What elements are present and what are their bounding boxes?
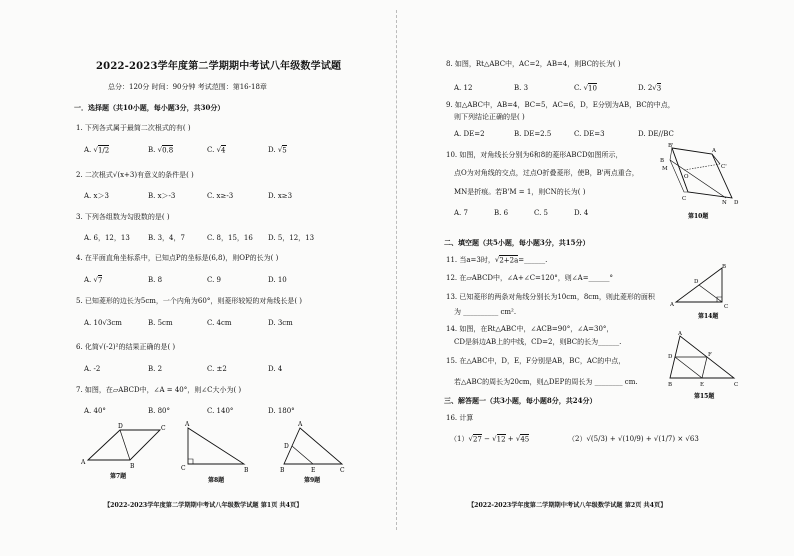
svg-text:C': C' — [721, 164, 727, 170]
section-3-heading: 三、解答题一（共3小题，每小题8分，共24分） — [444, 396, 597, 405]
q6-option-a: A. -2 — [84, 365, 101, 373]
svg-text:E: E — [700, 382, 705, 388]
svg-text:D: D — [118, 423, 123, 430]
q9-stem-2: 则下列结论正确的是( ) — [454, 113, 525, 121]
q4-stem: 4. 在平面直角坐标系中，已知点P的坐标是(6,8)，则OP的长为( ) — [76, 254, 279, 262]
q4-option-d: D. 10 — [268, 276, 287, 284]
q16-part-1: （1）√27 − √12 + √45 — [450, 435, 530, 443]
svg-text:D: D — [734, 200, 739, 206]
svg-text:B': B' — [668, 143, 674, 149]
q9-option-a: A. DE=2 — [454, 130, 485, 138]
exam-title: 2022-2023学年度第二学期期中考试八年级数学试题 — [96, 61, 342, 72]
svg-text:C: C — [181, 465, 186, 472]
q7-stem: 7. 如图，在▱ABCD中，∠A = 40°，则∠C大小为( ) — [76, 386, 242, 394]
q8-stem: 8. 如图，Rt△ABC中，AC=2，AB=4，则BC的长为( ) — [446, 60, 621, 68]
q4-option-c: C. 9 — [207, 276, 222, 284]
q5-stem: 5. 已知菱形的边长为5cm，一个内角为60°，则菱形较短的对角线长是( ) — [76, 297, 303, 305]
q16-part-2: （2）√(5/3) + √(10/9) + √(1/7) × √63 — [568, 435, 699, 443]
svg-text:第8题: 第8题 — [208, 477, 225, 484]
q2-option-d: D. x≥3 — [268, 192, 293, 200]
q8-option-d: D. 2√3 — [638, 84, 662, 92]
q7-option-b: B. 80° — [148, 407, 171, 415]
svg-text:第7题: 第7题 — [110, 473, 127, 480]
q8-option-c: C. √10 — [574, 84, 597, 92]
q5-option-a: A. 10√3cm — [84, 319, 122, 327]
q6-option-b: B. 2 — [148, 365, 163, 373]
svg-text:C: C — [340, 467, 345, 474]
q3-stem: 3. 下列各组数为勾股数的是( ) — [76, 213, 170, 221]
q4-option-b: B. 8 — [148, 276, 163, 284]
exam-meta: 总分：120分 时间：90分钟 考试范围：第16-18章 — [108, 83, 267, 91]
figure-10-rhombus — [656, 140, 744, 224]
q9-option-b: B. DE=2.5 — [514, 130, 552, 138]
q15-stem-2: 若△ABC的周长为20cm，则△DEP的周长为 ________ cm. — [454, 378, 638, 386]
q10-option-d: D. 4 — [574, 209, 589, 217]
svg-text:A: A — [678, 331, 682, 337]
svg-text:O: O — [684, 174, 689, 180]
svg-text:B: B — [722, 264, 727, 270]
q16-stem: 16. 计算 — [446, 414, 474, 422]
svg-text:A: A — [81, 459, 86, 466]
q1-option-a: A. √1/2 — [84, 146, 110, 154]
figure-9-triangle — [280, 420, 360, 486]
q13-stem-2: 为 __________ cm². — [454, 308, 517, 316]
q3-option-b: B. 3，4，7 — [148, 234, 185, 242]
svg-text:M: M — [662, 166, 668, 172]
q10-stem-2: 点O为对角线的交点，过点O折叠菱形，使B，B'两点重合， — [454, 169, 639, 177]
svg-text:A: A — [185, 421, 190, 428]
svg-text:B: B — [668, 382, 673, 388]
section-2-heading: 二、填空题（共5小题，每小题3分，共15分） — [444, 238, 590, 247]
q7-option-c: C. 140° — [207, 407, 234, 415]
svg-text:F: F — [708, 352, 712, 358]
q14-stem: 14. 如图，在Rt△ABC中，∠ACB=90°，∠A=30°， — [446, 325, 614, 333]
q3-option-c: C. 8，15，16 — [207, 234, 253, 242]
page-fold-divider — [396, 10, 398, 530]
q2-stem: 2. 二次根式√(x+3)有意义的条件是( ) — [76, 171, 194, 179]
q8-option-a: A. 12 — [454, 84, 473, 92]
svg-text:C: C — [682, 196, 687, 202]
q10-option-a: A. 7 — [454, 209, 468, 217]
q9-option-d: D. DE//BC — [638, 130, 674, 138]
q1-option-b: B. √0.8 — [148, 146, 174, 154]
svg-text:N: N — [722, 200, 727, 206]
page-1-footer: 【2022-2023学年度第二学期期中考试八年级数学试题 第1页 共4页】 — [104, 502, 303, 509]
figure-14-triangle — [670, 262, 736, 324]
page-1 — [74, 0, 392, 556]
figure-7-parallelogram — [78, 420, 168, 482]
section-1-heading: 一．选择题（共10小题，每小题3分，共30分） — [74, 103, 225, 112]
q10-stem-3: MN是折痕。若B'M = 1，则CN的长为( ) — [454, 188, 586, 196]
svg-text:第15题: 第15题 — [694, 393, 715, 400]
q7-option-a: A. 40° — [84, 407, 106, 415]
svg-text:B: B — [660, 158, 665, 164]
svg-text:B: B — [130, 463, 135, 470]
q2-option-a: A. x＞3 — [84, 192, 109, 200]
q12-stem: 12. 在▱ABCD中，∠A+∠C=120°，则∠A=______° — [446, 274, 614, 282]
q3-option-a: A. 6，12，13 — [84, 234, 130, 242]
q13-stem: 13. 已知菱形的两条对角线分别长为10cm，8cm，则此菱形的面积 — [446, 293, 655, 301]
figure-8-right-triangle — [178, 420, 258, 486]
q14-stem-2: CD是斜边AB上的中线，CD=2，则BC的长为______. — [454, 338, 622, 346]
q5-option-d: D. 3cm — [268, 319, 293, 327]
q9-option-c: C. DE=3 — [574, 130, 605, 138]
q1-option-d: D. √5 — [268, 146, 287, 154]
svg-text:E: E — [311, 467, 316, 474]
svg-text:B: B — [280, 467, 285, 474]
q5-option-b: B. 5cm — [148, 319, 173, 327]
svg-text:D: D — [694, 279, 699, 285]
svg-text:第9题: 第9题 — [304, 477, 321, 484]
q6-stem: 6. 化简√(-2)²的结果正确的是( ) — [76, 343, 176, 351]
q9-stem: 9. 如△ABC中，AB=4，BC=5，AC=6，D，E分别为AB，BC的中点， — [446, 101, 675, 109]
q3-option-d: D. 5，12，13 — [268, 234, 315, 242]
figure-15-triangle — [668, 330, 740, 402]
q2-option-c: C. x≥-3 — [207, 192, 234, 200]
svg-text:B: B — [244, 467, 249, 474]
q1-option-c: C. √4 — [207, 146, 226, 154]
q10-stem: 10. 如图，对角线长分别为6和8的菱形ABCD如图所示， — [446, 151, 623, 159]
q6-option-c: C. ±2 — [207, 365, 227, 373]
q5-option-c: C. 4cm — [207, 319, 232, 327]
svg-text:C: C — [161, 425, 166, 432]
q4-option-a: A. √7 — [84, 276, 103, 284]
svg-text:第14题: 第14题 — [698, 313, 719, 320]
svg-text:A: A — [712, 148, 716, 154]
q10-option-b: B. 6 — [494, 209, 509, 217]
svg-text:第10题: 第10题 — [688, 213, 709, 220]
svg-text:A: A — [298, 421, 303, 428]
q11-stem: 11. 当a=3时，√2+2a=______. — [446, 256, 548, 264]
svg-text:D: D — [284, 443, 289, 450]
q15-stem: 15. 在△ABC中，D，E，F分别是AB，BC，AC的中点， — [446, 357, 626, 365]
svg-text:C: C — [734, 382, 739, 388]
q7-option-d: D. 180° — [268, 407, 295, 415]
svg-text:C: C — [724, 304, 729, 310]
q2-option-b: B. x＞-3 — [148, 192, 176, 200]
svg-text:D: D — [668, 354, 673, 360]
q10-option-c: C. 5 — [534, 209, 549, 217]
q6-option-d: D. 4 — [268, 365, 283, 373]
page-2 — [444, 0, 744, 556]
q8-option-b: B. 3 — [514, 84, 529, 92]
q1-stem: 1. 下列各式属于最简二次根式的有( ) — [76, 124, 191, 132]
page-2-footer: 【2022-2023学年度第二学期期中考试八年级数学试题 第2页 共4页】 — [468, 502, 667, 509]
svg-text:A: A — [670, 302, 674, 308]
